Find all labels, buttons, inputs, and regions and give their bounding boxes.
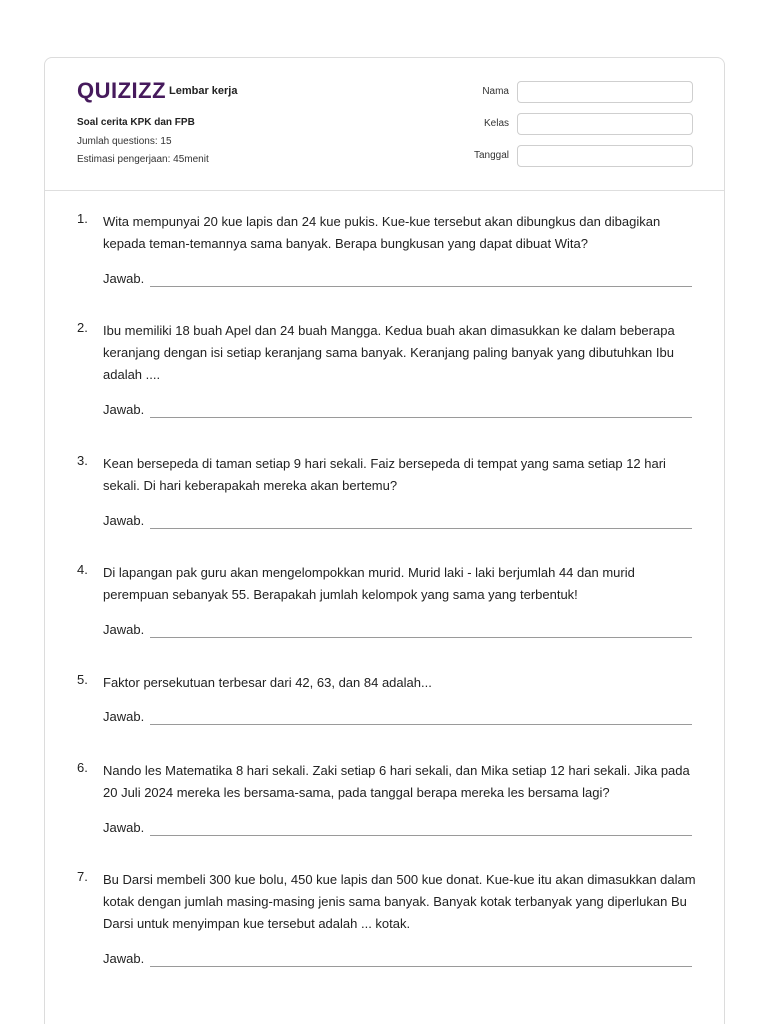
question-3 [77, 453, 697, 543]
question-number: 1. [77, 211, 88, 226]
question-text: Wita mempunyai 20 kue lapis dan 24 kue pukis. Kue-kue tersebut akan dibungkus dan dibagikan kepada teman-temannya sama banyak. Berapa bungkusan yang dapat dibuat Wita? [103, 214, 661, 251]
worksheet-title: Soal cerita KPK dan FPB [77, 117, 195, 128]
answer-line[interactable] [150, 417, 692, 418]
name-label: Nama [482, 86, 509, 97]
time-estimate: Estimasi pengerjaan: 45menit [77, 154, 209, 165]
worksheet [44, 57, 725, 1024]
answer-row [103, 271, 697, 291]
question-count: Jumlah questions: 15 [77, 136, 172, 147]
class-label: Kelas [483, 118, 509, 129]
answer-label: Jawab. [103, 271, 145, 286]
answer-label: Jawab. [103, 402, 145, 417]
question-4 [77, 562, 697, 652]
question-text: Faktor persekutuan terbesar dari 42, 63, dan 84 adalah... [103, 675, 432, 690]
class-field[interactable] [517, 113, 693, 135]
answer-line[interactable] [150, 724, 692, 725]
question-5 [77, 672, 697, 732]
question-text: Kean bersepeda di taman setiap 9 hari sekali. Faiz bersepeda di tempat yang sama setiap 12 hari sekali. Di hari keberapakah mereka akan bertemu? [103, 456, 666, 493]
answer-line[interactable] [150, 637, 692, 638]
question-6 [77, 760, 697, 850]
worksheet-header [45, 58, 724, 191]
answer-label: Jawab. [103, 820, 145, 835]
question-number: 7. [77, 869, 88, 884]
date-label: Tanggal [473, 150, 509, 161]
answer-row [103, 622, 697, 642]
answer-row [103, 951, 697, 971]
answer-label: Jawab. [103, 951, 145, 966]
answer-label: Jawab. [103, 709, 145, 724]
question-number: 4. [77, 562, 88, 577]
question-text: Nando les Matematika 8 hari sekali. Zaki setiap 6 hari sekali, dan Mika setiap 12 hari sekali. Jika pada 20 Juli 2024 mereka les bersama-sama, pada tanggal berapa mereka les bersama lagi? [103, 763, 690, 800]
question-1 [77, 211, 697, 301]
answer-line[interactable] [150, 966, 692, 967]
answer-row [103, 820, 697, 840]
answer-label: Jawab. [103, 513, 145, 528]
answer-line[interactable] [150, 286, 692, 287]
answer-line[interactable] [150, 835, 692, 836]
date-field[interactable] [517, 145, 693, 167]
question-text: Bu Darsi membeli 300 kue bolu, 450 kue lapis dan 500 kue donat. Kue-kue itu akan dimasukkan dalam kotak dengan jumlah masing-masing jenis sama banyak. Banyak kotak terbanyak yang diperlukan Bu Darsi untuk menyimpan kue tersebut adalah ... kotak. [103, 872, 696, 931]
question-text: Ibu memiliki 18 buah Apel dan 24 buah Mangga. Kedua buah akan dimasukkan ke dalam beberapa keranjang dengan isi setiap keranjang sama banyak. Keranjang paling banyak yang dibutuhkan Ibu adalah .... [103, 323, 675, 382]
quizizz-logo: QUIZIZZ [77, 78, 167, 103]
answer-line[interactable] [150, 528, 692, 529]
question-number: 6. [77, 760, 88, 775]
answer-row [103, 513, 697, 533]
question-number: 5. [77, 672, 88, 687]
question-2 [77, 320, 697, 440]
name-field[interactable] [517, 81, 693, 103]
sheet-type: Lembar kerja [169, 85, 238, 97]
answer-row [103, 402, 697, 422]
answer-row [103, 709, 697, 729]
question-text: Di lapangan pak guru akan mengelompokkan murid. Murid laki - laki berjumlah 44 dan murid perempuan sebanyak 55. Berapakah jumlah kelompok yang sama yang terbentuk! [103, 565, 635, 602]
question-number: 2. [77, 320, 88, 335]
question-number: 3. [77, 453, 88, 468]
answer-label: Jawab. [103, 622, 145, 637]
question-7 [77, 869, 697, 989]
